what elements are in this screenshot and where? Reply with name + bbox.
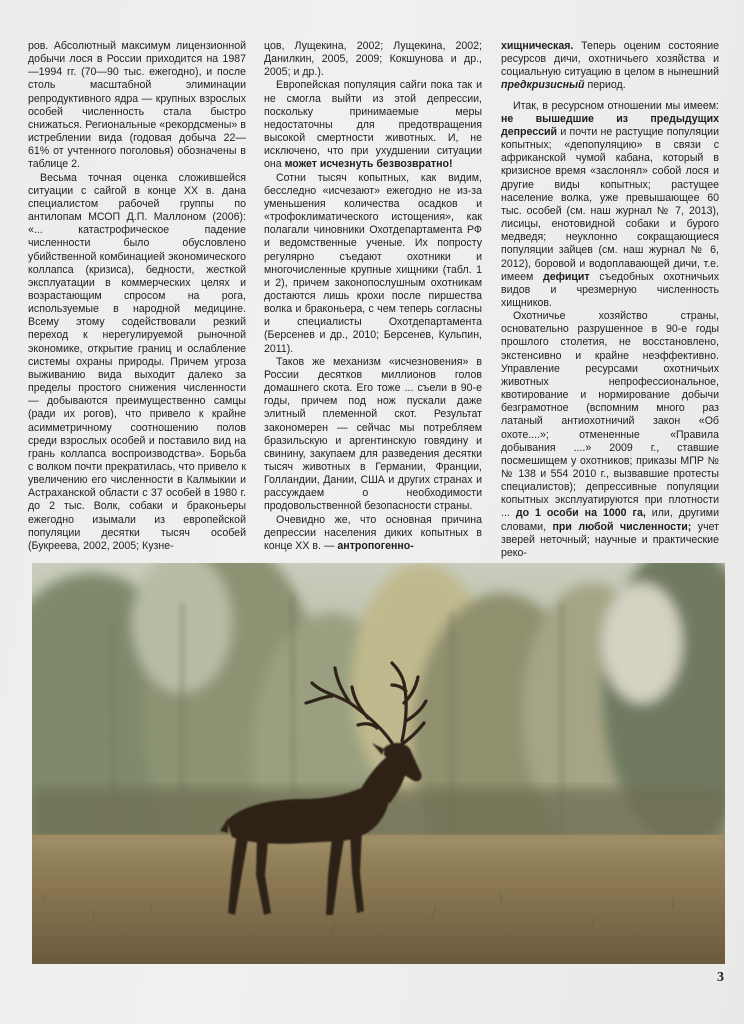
photo-illustration	[32, 563, 725, 964]
paragraph	[501, 100, 719, 311]
page-number: 3	[717, 970, 724, 985]
text-run: Очевидно же, что основная причина депрессии населения диких копытных в конце XX в. —	[264, 513, 482, 552]
text-run: Охотничье хозяйство страны, основательно разрушенное в 90-е годы прошлого столетия, не восстановлено, экстенсивно и крайне неэффективно. Управление ресурсами охотничьих животных непрофессиональное, квотирование и нормирование добычи безграмотное (вспомним много раз латаный антиохотничий закон «Об охоте....»; отмененные «Правила добывания ....» 2009 г., ставшие посмешищем у охотников; приказы МПР №№ 138 и 554 2010 г., вызвавшие протесты специалистов); депрессивные популяции копытных эксплуатируются при плотности ...	[501, 310, 719, 520]
bold-text: до 1 особи на 1000 га,	[515, 507, 646, 520]
paragraph: Весьма точная оценка сложившейся ситуации с сайгой в конце XX в. дана специалистом рабочей группы по антилопам МСОП Д.П. Маллоном (2006): «... катастрофическое падение численности было обусловлено убийственной комбинацией экономического коллапса (кризиса), бедности, жесткой эксплуатации в коммерческих целях и возрастающим спросом на рога, используемые в народной медицине. Всему этому содействовали резкий переход к нерегулируемой рыночной экономике, открытие границ и ослабление системы охраны природы. Причем угроза выживанию вида выходит далеко за пределы простого снижения численности — добываются преимущественно самцы (ради их рогов), что привело к крайне асимметричному соотношению полов среди взрослых особей и поставило вид на грань коллапса воспроизводства». Борьба с волком почти прекратилась, что привело к увеличению его численности в Калмыкии и Астраханской области с 37 особей в 1980 г. до 2 тыс. Волк, собаки и браконьеры ежегодно изымали из европейской популяции десятки тысяч особей (Букреева, 2002, 2005; Кузне-	[28, 171, 246, 552]
text-run: период.	[584, 79, 626, 92]
paragraph	[501, 310, 719, 560]
text-column-1	[28, 40, 246, 553]
text-column-2	[264, 40, 482, 553]
text-run: учет зверей неточный; научные и практические реко-	[501, 520, 719, 559]
paragraph	[264, 514, 482, 553]
text-run: или, другими словами,	[501, 507, 719, 533]
paragraph: ров. Абсолютный максимум лицензионной добычи лося в России приходится на 1987—1994 гг. (70—90 тыс. ежегодно), и после столь масштабной элиминации репродуктивного ядра — крупных взрослых особей численность стала быстро снижаться. Региональные «рекордсмены» в истреблении вида (годовая добыча 22—61% от учтенного поголовья) обозначены в таблице 2.	[28, 40, 246, 171]
text-column-3	[501, 40, 719, 560]
paragraph	[264, 79, 482, 171]
paragraph: цов, Лущекина, 2002; Лущекина, 2002; Данилкин, 2005, 2009; Кокшунова и др., 2005; и др.).	[264, 40, 482, 79]
bold-text: антропогенно-	[337, 539, 414, 552]
text-run: Теперь оценим состояние ресурсов дичи, охотничьего хозяйства и социальную ситуацию в целом в нынешний	[501, 40, 719, 79]
text-run: Итак, в ресурсном отношении мы имеем:	[513, 99, 719, 112]
paragraph: Таков же механизм «исчезновения» в России десятков миллионов голов домашнего скота. Его тоже ... съели в 90-е годы, причем под нож пускали даже элитный племенной скот. Результат закономерен — сейчас мы потребляем бразильскую и аргентинскую говядину и свинину, закупаем для разведения десятки тысяч животных в Германии, Франции, Голландии, Дании, США и других странах и рассуждаем о необходимости продовольственной безопасности страны.	[264, 355, 482, 513]
text-run: Европейская популяция сайги пока так и не смогла выйти из этой депрессии, поскольку принимаемые меры недостаточны для предотвращения высокой смертности животных. И, не исключено, что при ухудшении ситуации она	[264, 79, 482, 171]
bold-text: дефицит	[542, 270, 590, 283]
text-run: съедобных охотничьих видов и чрезмерную численность хищников.	[501, 270, 719, 309]
bold-text: может исчезнуть безвозвратно!	[284, 158, 453, 171]
bold-text: не вышедшие из предыдущих депрессий	[501, 112, 719, 138]
red-deer-stag-photo	[32, 563, 725, 964]
text-run: и почти не растущие популяции копытных; «депопуляцию» в связи с африканской чумой кабана, который в кризисное время «заслонял» собой лося и другие виды копытных; растущее население волка, уже превышающее 60 тыс. особей (см. наш журнал № 7, 2013), лисицы, енотовидной собаки и бурого медведя; неуклонно сокращающиеся популяции зайцев (см. наш журнал № 6, 2012), боровой и водоплавающей дичи, т.е. имеем	[501, 125, 719, 283]
paragraph: Сотни тысяч копытных, как видим, бесследно «исчезают» ежегодно не из-за уменьшения количества осадков и «трофоклиматического истощения», как полагали чиновники Охотдепартамента РФ и ведомственные ученые. Их попросту регулярно съедают охотники и многочисленные крупные хищники (табл. 1 и 2), причем законопослушным охотникам достаются лишь крохи после пиршества волка и браконьера, с чем теперь согласны и специалисты Охотдепартамента (Берсенев и др., 2010; Берсенев, Кульпин, 2011).	[264, 171, 482, 355]
bold-italic-text: предкризисный	[501, 79, 585, 92]
paragraph	[501, 40, 719, 93]
bold-text: хищническая.	[501, 40, 574, 52]
bold-text: при любой численности;	[552, 520, 692, 533]
